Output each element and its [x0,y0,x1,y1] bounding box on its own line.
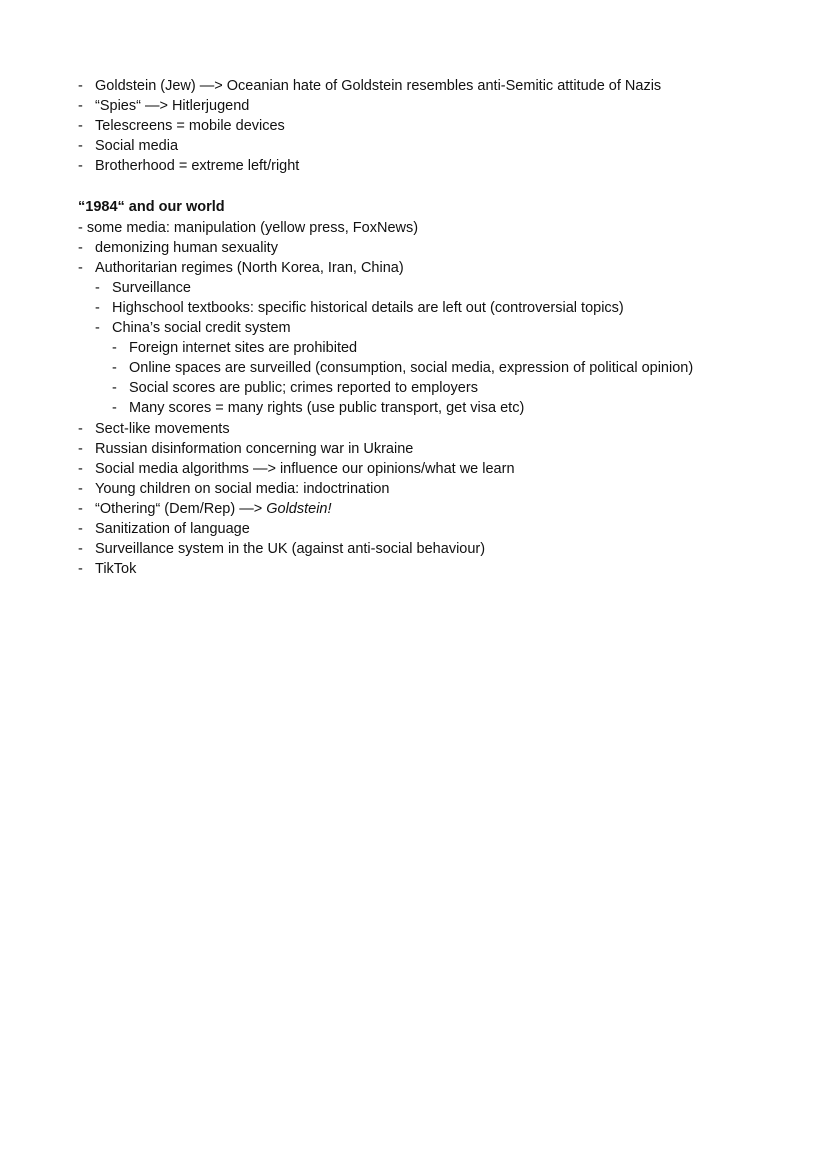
bullet-dash: - [78,460,83,477]
othering-prefix: “Othering“ (Dem/Rep) —> [95,500,267,517]
intro-line [78,218,798,238]
bullet-dash: - [78,239,83,256]
list-item-text: Social media [95,138,179,155]
bullet-dash: - [78,259,83,276]
list-item [78,439,798,459]
sub-sub-list-item [78,378,798,398]
bullet-dash: - [78,158,83,175]
list-item [78,519,798,539]
sub-sub-list-item-text: Foreign internet sites are prohibited [129,340,358,357]
list-item [78,136,798,156]
bullet-dash: - [78,541,83,558]
bullet-dash: - [78,138,83,155]
document-page [78,76,798,579]
bullet-dash: - [78,118,83,135]
list-item-text: Brotherhood = extreme left/right [95,158,300,175]
bullet-dash: - [95,320,100,337]
list-item-othering [78,499,798,519]
bullet-dash: - [112,360,117,377]
sub-sub-list-item [78,358,798,378]
list-item-text: demonizing human sexuality [95,239,278,256]
bullet-dash: - [78,500,83,517]
bullet-dash: - [78,480,83,497]
list-item [78,238,798,258]
list-item-text: Authoritarian regimes (North Korea, Iran, China) [95,259,404,276]
list-item-text: “Spies“ —> Hitlerjugend [95,98,250,115]
sub-sub-list-item-text: Social scores are public; crimes reported to employers [129,380,478,397]
bullet-dash: - [112,400,117,417]
list-item-text: TikTok [95,561,137,578]
list-item-text: Sect-like movements [95,420,230,437]
list-item [78,479,798,499]
bullet-dash: - [112,340,117,357]
section-heading [78,197,798,217]
list-item-text: Surveillance system in the UK (against anti-social behaviour) [95,541,486,558]
sub-sub-list-item [78,398,798,418]
paragraph-gap [78,176,798,197]
sub-sub-list-item-text: Many scores = many rights (use public transport, get visa etc) [129,400,525,417]
intro-line-text: - some media: manipulation (yellow press, FoxNews) [78,219,419,236]
list-item [78,96,798,116]
list-item [78,258,798,278]
list-item-text: Young children on social media: indoctrination [95,480,390,497]
section-heading-text: “1984“ and our world [78,199,225,216]
list-item-text: Sanitization of language [95,520,250,537]
sub-list-item [78,298,798,318]
list-item-text: Social media algorithms —> influence our opinions/what we learn [95,460,515,477]
list-item [78,539,798,559]
sub-list-item [78,318,798,338]
list-item-text [95,499,332,519]
sub-list-item-text: Highschool textbooks: specific historical details are left out (controversial topics) [112,299,624,316]
list-item [78,559,798,579]
bullet-dash: - [95,299,100,316]
list-item [78,419,798,439]
bullet-dash: - [78,561,83,578]
sub-list-item [78,278,798,298]
list-item [78,156,798,176]
bullet-dash: - [78,78,83,94]
othering-italic: Goldstein! [266,500,332,517]
bullet-dash: - [78,420,83,437]
sub-list-item-text: Surveillance [112,279,191,296]
sub-sub-list-item-text: Online spaces are surveilled (consumption, social media, expression of political opinion) [129,360,694,377]
list-item [78,76,798,96]
sub-list-item-text: China’s social credit system [112,320,291,337]
list-item [78,116,798,136]
sub-sub-list-item [78,338,798,358]
bullet-dash: - [78,440,83,457]
list-item-text: Russian disinformation concerning war in Ukraine [95,440,414,457]
bullet-dash: - [78,98,83,115]
list-item [78,459,798,479]
bullet-dash: - [78,520,83,537]
bullet-dash: - [112,380,117,397]
bullet-dash: - [95,279,100,296]
list-item-text: Goldstein (Jew) —> Oceanian hate of Goldstein resembles anti-Semitic attitude of Nazis [95,78,662,94]
list-item-text: Telescreens = mobile devices [95,118,285,135]
